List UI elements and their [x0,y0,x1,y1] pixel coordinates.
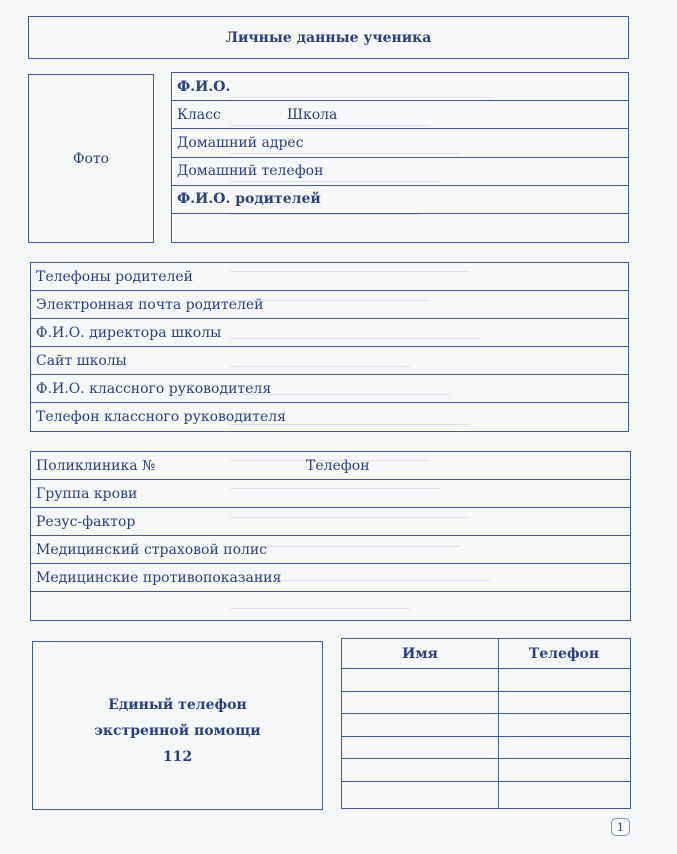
field-label: Телефон классного руководителя [36,409,287,425]
field-label: Сайт школы [36,352,127,369]
field-label: Резус-фактор [36,513,136,530]
page-number: 1 [611,818,630,836]
field-label: Электронная почта родителей [36,296,264,313]
column-header-phone: Телефон [528,645,600,662]
table-row [342,737,630,760]
field-label-class: Класс [177,106,221,123]
column-header-name: Имя [342,639,499,668]
field-row-rh-factor[interactable] [31,508,630,536]
table-row [342,714,630,737]
field-label: Медицинский страховой полис [36,541,268,558]
medical-table [30,451,631,621]
field-label: Домашний адрес [177,134,304,151]
page-title: Личные данные ученика [225,29,432,46]
field-label: Ф.И.О. [177,78,231,95]
field-label: Ф.И.О. классного руководителя [36,380,272,397]
field-row-director-fio[interactable] [31,319,628,347]
field-row-blank[interactable] [172,214,628,242]
field-label: Группа крови [36,485,138,502]
name-cell[interactable] [342,669,499,691]
field-label-clinic: Поликлиника № [36,457,156,474]
name-cell[interactable] [342,737,499,759]
parents-school-table [30,262,629,432]
field-row-home-phone[interactable] [172,158,628,186]
table-row [342,692,630,715]
phone-cell[interactable] [499,669,629,691]
table-row [342,669,630,692]
phone-cell[interactable] [499,714,629,736]
field-row-fio[interactable] [172,73,628,101]
field-row-teacher-fio[interactable] [31,375,628,403]
emergency-number: 112 [162,748,193,765]
field-label: Медицинские противопоказания [36,569,282,586]
field-row-parents-fio[interactable] [172,186,628,214]
table-row [342,782,630,808]
field-label: Ф.И.О. родителей [177,191,321,208]
field-row-blood-group[interactable] [31,480,630,508]
field-label-clinic-phone: Телефон [306,457,370,474]
field-row-insurance[interactable] [31,536,630,564]
name-cell[interactable] [342,714,499,736]
phone-cell[interactable] [499,759,629,781]
table-row [342,759,630,782]
field-row-parents-phones[interactable] [31,263,628,291]
name-cell[interactable] [342,692,499,714]
name-cell[interactable] [342,759,499,781]
student-info-table [171,72,629,243]
field-row-class-school[interactable] [172,101,628,129]
field-row-school-site[interactable] [31,347,628,375]
emergency-line-2: экстренной помощи [94,722,261,739]
page-title-box [28,16,629,59]
phone-cell[interactable] [499,692,629,714]
phone-cell[interactable] [499,737,629,759]
emergency-line-1: Единый телефон [108,696,247,713]
field-row-home-address[interactable] [172,129,628,157]
field-row-clinic[interactable] [31,452,630,480]
contacts-header-row [342,639,630,669]
field-row-teacher-phone[interactable] [31,403,628,431]
field-label-school: Школа [287,106,338,123]
field-row-blank[interactable] [31,592,630,620]
emergency-phone-box [32,641,323,810]
photo-label: Фото [72,150,110,167]
phone-cell[interactable] [499,782,629,808]
field-label: Телефоны родителей [36,268,193,285]
photo-box [28,74,154,243]
field-row-parents-email[interactable] [31,291,628,319]
contacts-table [341,638,631,809]
name-cell[interactable] [342,782,499,808]
field-row-contraindications[interactable] [31,564,630,592]
field-label: Домашний телефон [177,163,324,180]
field-label: Ф.И.О. директора школы [36,324,222,341]
